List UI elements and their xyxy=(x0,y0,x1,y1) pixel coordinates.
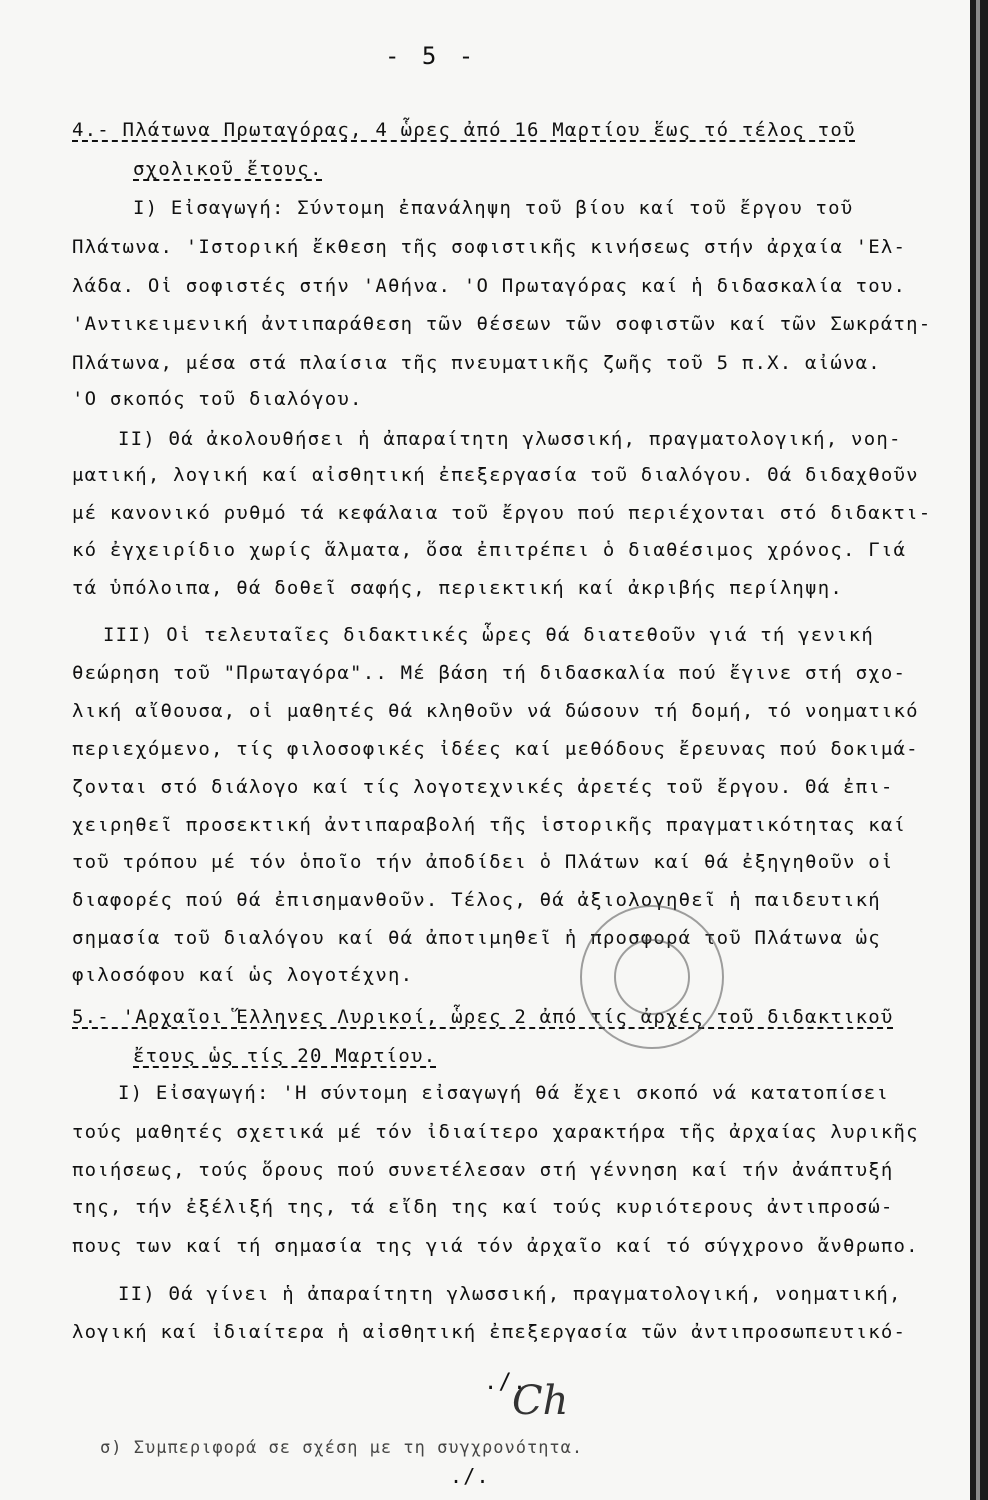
seal-emblem-icon xyxy=(614,939,690,1015)
text-line: μέ κανονικό ρυθμό τά κεφάλαια τοῦ ἔργου πού περιέχονται στό διδακτι- xyxy=(72,502,932,524)
text-line: διαφορές πού θά ἐπισημανθοῦν. Τέλος, θά ἀξιολογηθεῖ ἡ παιδευτική xyxy=(72,889,881,911)
text-line: τά ὑπόλοιπα, θά δοθεῖ σαφής, περιεκτική καί ἀκριβής περίληψη. xyxy=(72,577,843,599)
scan-edge-line xyxy=(976,0,980,1500)
section-5-heading: 5.- 'Αρχαῖοι Ἕλληνες Λυρικοί, ὧρες 2 ἀπό τίς ἀρχές τοῦ διδακτικοῦ xyxy=(72,1006,894,1028)
text-line: Ι) Εἰσαγωγή: 'Η σύντομη εἰσαγωγή θά ἔχει σκοπό νά κατατοπίσει xyxy=(118,1082,889,1104)
text-line: Πλάτωνα. 'Ιστορική ἔκθεση τῆς σοφιστικῆς κινήσεως στήν ἀρχαία 'Ελ- xyxy=(72,236,907,258)
text-line: Πλάτωνα, μέσα στά πλαίσια τῆς πνευματικῆς ζωῆς τοῦ 5 π.Χ. αἰώνα. xyxy=(72,352,881,374)
text-line: Ι) Εἰσαγωγή: Σύντομη ἐπανάληψη τοῦ βίου καί τοῦ ἔργου τοῦ xyxy=(133,197,854,219)
text-line: 'Αντικειμενική ἀντιπαράθεση τῶν θέσεων τῶν σοφιστῶν καί τῶν Σωκράτη- xyxy=(72,313,932,335)
text-line: λογική καί ἰδιαίτερα ἡ αἰσθητική ἐπεξεργασία τῶν ἀντιπροσωπευτικό- xyxy=(72,1321,907,1343)
text-line: τοῦ τρόπου μέ τόν ὁποῖο τήν ἀποδίδει ὁ Πλάτων καί θά ἐξηγηθοῦν οἱ xyxy=(72,851,894,873)
text-line: της, τήν ἐξέλιξή της, τά εἴδη της καί τούς κυριότερους ἀντιπροσώ- xyxy=(72,1196,894,1218)
text-line: λάδα. Οἱ σοφιστές στήν 'Αθήνα. 'Ο Πρωταγόρας καί ἡ διδασκαλία του. xyxy=(72,275,907,297)
text-line: λική αἴθουσα, οἱ μαθητές θά κληθοῦν νά δώσουν τή δομή, τό νοηματικό xyxy=(72,700,919,722)
section-4-heading-cont: σχολικοῦ ἔτους. xyxy=(133,158,323,180)
handwritten-initials: Ch xyxy=(512,1378,569,1424)
text-line: περιεχόμενο, τίς φιλοσοφικές ἰδέες καί μεθόδους ἔρευνας πού δοκιμά- xyxy=(72,738,919,760)
bleed-mark: ./. xyxy=(450,1464,490,1488)
official-seal-stamp xyxy=(580,905,724,1049)
text-line: ζονται στό διάλογο καί τίς λογοτεχνικές ἀρετές τοῦ ἔργου. Θά ἐπι- xyxy=(72,776,894,798)
bleed-line: σ) Συμπεριφορά σε σχέση με τη συγχρονότητα. xyxy=(100,1438,584,1458)
text-line: ματική, λογική καί αἰσθητική ἐπεξεργασία τοῦ διαλόγου. Θά διδαχθοῦν xyxy=(72,464,919,486)
text-line: ΙΙ) Θά ἀκολουθήσει ἡ ἀπαραίτητη γλωσσική, πραγματολογική, νοη- xyxy=(118,428,902,450)
section-4-heading: 4.- Πλάτωνα Πρωταγόρας, 4 ὧρες ἀπό 16 Μαρτίου ἕως τό τέλος τοῦ xyxy=(72,119,856,141)
text-line: ποιήσεως, τούς ὅρους πού συνετέλεσαν στή γέννηση καί τήν ἀνάπτυξή xyxy=(72,1159,894,1181)
text-line: τούς μαθητές σχετικά μέ τόν ἰδιαίτερο χαρακτήρα τῆς ἀρχαίας λυρικῆς xyxy=(72,1121,919,1143)
section-5-heading-cont: ἔτους ὡς τίς 20 Μαρτίου. xyxy=(133,1045,437,1067)
text-line: ΙΙ) Θά γίνει ἡ ἀπαραίτητη γλωσσική, πραγματολογική, νοηματική, xyxy=(118,1283,902,1305)
continuation-mark: ./. xyxy=(484,1370,528,1395)
text-line: φιλοσόφου καί ὡς λογοτέχνη. xyxy=(72,964,414,986)
text-line: χειρηθεῖ προσεκτική ἀντιπαραβολή τῆς ἱστορικῆς πραγματικότητας καί xyxy=(72,814,907,836)
page-number: - 5 - xyxy=(385,42,478,70)
text-line: πους των καί τή σημασία της γιά τόν ἀρχαῖο καί τό σύγχρονο ἄνθρωπο. xyxy=(72,1235,919,1257)
text-line: κό ἐγχειρίδιο χωρίς ἅλματα, ὅσα ἐπιτρέπει ὁ διαθέσιμος χρόνος. Γιά xyxy=(72,539,907,561)
text-line: σημασία τοῦ διαλόγου καί θά ἀποτιμηθεῖ ἡ προσφορά τοῦ Πλάτωνα ὡς xyxy=(72,927,881,949)
text-line: 'Ο σκοπός τοῦ διαλόγου. xyxy=(72,388,363,410)
text-line: θεώρηση τοῦ "Πρωταγόρα".. Μέ βάση τή διδασκαλία πού ἔγινε στή σχο- xyxy=(72,662,907,684)
text-line: ΙΙΙ) Οἱ τελευταῖες διδακτικές ὧρες θά διατεθοῦν γιά τή γενική xyxy=(103,624,874,646)
